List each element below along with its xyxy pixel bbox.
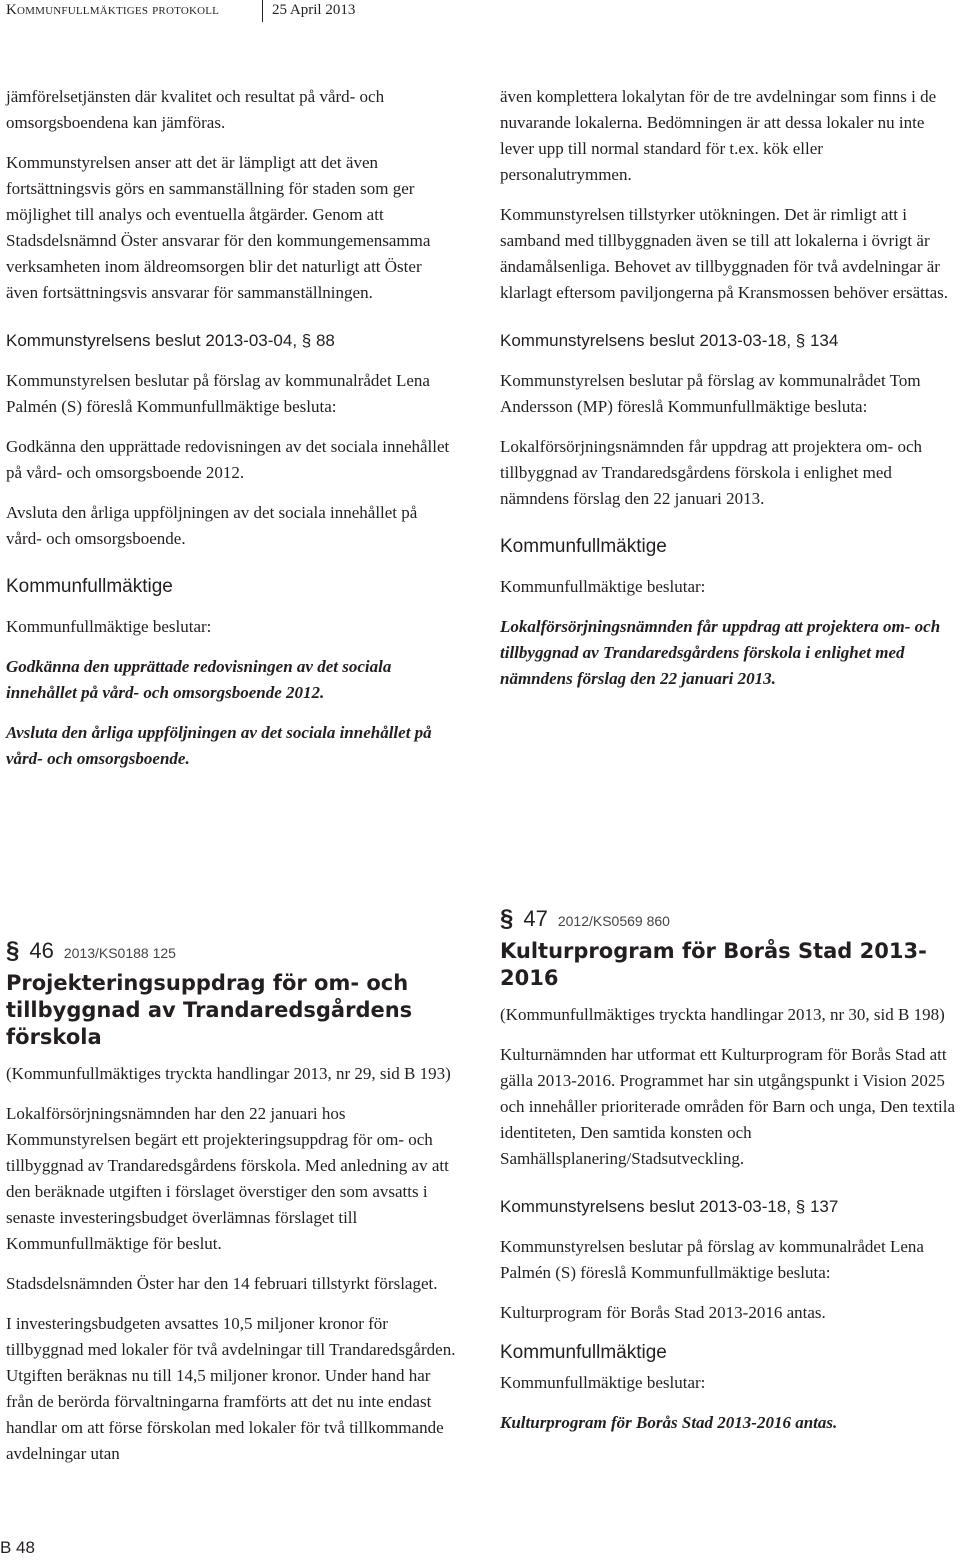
ks-decision-item: Kulturprogram för Borås Stad 2013-2016 antas. <box>500 1303 826 1322</box>
ks-decision-item: Avsluta den årliga uppföljningen av det sociala innehållet på vård- och omsorgsboende. <box>6 503 418 548</box>
paragraph: Stadsdelsnämnden Öster har den 14 februari tillstyrkt förslaget. <box>6 1274 438 1293</box>
ks-decision-heading: Kommunstyrelsens beslut 2013-03-18, § 137 <box>500 1197 839 1216</box>
article-46 <box>6 938 458 1481</box>
ks-intro: Kommunstyrelsen beslutar på förslag av kommunalrådet Lena Palmén (S) föreslå Kommunfullmäktige besluta: <box>6 371 430 416</box>
header-divider <box>262 0 263 22</box>
paragraph: Kulturnämnden har utformat ett Kulturprogram för Borås Stad att gälla 2013-2016. Programmet har sin utgångspunkt i Vision 2025 och innehåller prioriterade områden för Barn och unga, Den textila identiteten, Den samtida konsten och Samhällsplanering/Stadsutveckling. <box>500 1045 956 1168</box>
right-top-column <box>500 84 956 706</box>
kf-intro: Kommunfullmäktige beslutar: <box>500 577 706 596</box>
kf-decision-item: Lokalförsörjningsnämnden får uppdrag att projektera om- och tillbyggnad av Trandaredsgårdens förskola i enlighet med nämndens förslag den 22 januari 2013. <box>500 617 941 688</box>
kf-decision-item: Avsluta den årliga uppföljningen av det sociala innehållet på vård- och omsorgsboende. <box>6 723 432 768</box>
paragraph: även komplettera lokalytan för de tre avdelningar som finns i de nuvarande lokalerna. Bedömningen är att dessa lokaler nu inte lever upp till normal standard för t.ex. kök eller personalutrymmen. <box>500 87 937 184</box>
paragraph: I investeringsbudgeten avsattes 10,5 miljoner kronor för tillbyggnad med lokaler för två avdelningar till Trandaredsgården. Utgiften beräknas nu till 14,5 miljoner kronor. Under hand har från de berörda förvaltningarna framförts att det nu inte endast handlar om att förse förskolan med lokaler för två tillkommande avdelningar utan <box>6 1314 456 1463</box>
page-header <box>0 0 400 28</box>
article-title: Projekteringsuppdrag för om- och tillbyggnad av Trandaredsgårdens förskola <box>6 971 413 1049</box>
ks-decision-heading: Kommunstyrelsens beslut 2013-03-04, § 88 <box>6 331 335 350</box>
kf-decision-item: Godkänna den upprättade redovisningen av det sociala innehållet på vård- och omsorgsboende 2012. <box>6 657 392 702</box>
case-reference: 2012/KS0569 860 <box>557 913 670 929</box>
section-sign: § <box>6 937 20 964</box>
paragraph: jämförelsetjänsten där kvalitet och resultat på vård- och omsorgsboendena kan jämföras. <box>6 87 385 132</box>
protocol-date: 25 April 2013 <box>272 2 356 18</box>
ks-decision-item: Godkänna den upprättade redovisningen av det sociala innehållet på vård- och omsorgsboende 2012. <box>6 437 450 482</box>
ks-decision-heading: Kommunstyrelsens beslut 2013-03-18, § 134 <box>500 331 839 350</box>
section-sign: § <box>500 905 514 932</box>
kf-decision-item: Kulturprogram för Borås Stad 2013-2016 antas. <box>500 1413 838 1432</box>
protocol-title: Kommunfullmäktiges protokoll <box>6 2 220 18</box>
case-reference: 2013/KS0188 125 <box>63 945 176 961</box>
article-number-line <box>500 906 956 934</box>
article-source: (Kommunfullmäktiges tryckta handlingar 2013, nr 30, sid B 198) <box>500 1005 945 1024</box>
paragraph: Lokalförsörjningsnämnden har den 22 januari hos Kommunstyrelsen begärt ett projekteringsuppdrag för om- och tillbyggnad av Trandaredsgårdens förskola. Med anledning av att den beräknade utgiften i förslaget överstiger den som avsatts i senaste investeringsbudget överlämnas förslaget till Kommunfullmäktige för beslut. <box>6 1104 449 1253</box>
kf-heading: Kommunfullmäktige <box>500 1342 667 1363</box>
left-top-column <box>6 84 456 786</box>
paragraph: Kommunstyrelsen tillstyrker utökningen. Det är rimligt att i samband med tillbyggnaden även se till att lokalerna i övrigt är ändamålsenliga. Behovet av tillbyggnaden för två avdelningar är klarlagt eftersom paviljongerna på Kransmossen behöver ersättas. <box>500 205 948 302</box>
ks-decision-item: Lokalförsörjningsnämnden får uppdrag att projektera om- och tillbyggnad av Trandaredsgårdens förskola i enlighet med nämndens förslag den 22 januari 2013. <box>500 437 923 508</box>
article-number-line <box>6 938 458 966</box>
paragraph: Kommunstyrelsen anser att det är lämpligt att det även fortsättningsvis görs en sammanställning för staden som ger möjlighet till analys och eventuella åtgärder. Genom att Stadsdelsnämnd Öster ansvarar för den kommungemensamma verksamheten inom äldreomsorgen blir det naturligt att Öster även fortsättningsvis ansvarar för sammanställningen. <box>6 153 431 302</box>
article-source: (Kommunfullmäktiges tryckta handlingar 2013, nr 29, sid B 193) <box>6 1064 451 1083</box>
kf-heading: Kommunfullmäktige <box>500 536 667 557</box>
article-number: 46 <box>29 938 54 963</box>
ks-intro: Kommunstyrelsen beslutar på förslag av kommunalrådet Tom Andersson (MP) föreslå Kommunfullmäktige besluta: <box>500 371 921 416</box>
article-title: Kulturprogram för Borås Stad 2013-2016 <box>500 939 927 990</box>
ks-intro: Kommunstyrelsen beslutar på förslag av kommunalrådet Lena Palmén (S) föreslå Kommunfullmäktige besluta: <box>500 1237 924 1282</box>
article-number: 47 <box>523 906 548 931</box>
kf-heading: Kommunfullmäktige <box>6 576 173 597</box>
article-47 <box>500 906 956 1450</box>
page-number: B 48 <box>0 1538 35 1557</box>
kf-intro: Kommunfullmäktige beslutar: <box>6 617 212 636</box>
kf-intro: Kommunfullmäktige beslutar: <box>500 1373 706 1392</box>
